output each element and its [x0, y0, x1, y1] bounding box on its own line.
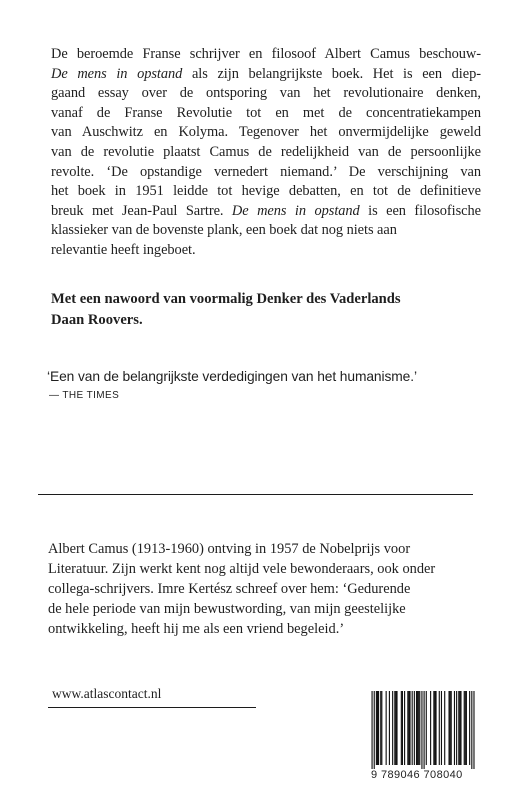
bio-line: ontwikkeling, heeft hij me als een vriend begeleid.’ [48, 620, 345, 637]
bio-line: collega-schrijvers. Imre Kertész schreef over hem: ‘Gedurende [48, 580, 411, 597]
blurb-line [51, 202, 481, 222]
blurb-line: De beroemde Franse schrijver en filosoof Albert Camus beschouw- [51, 46, 481, 62]
afterword-line: Met een nawoord van voormalig Denker des Vaderlands [51, 291, 401, 307]
isbn-number: 9 789046 708040 [371, 769, 463, 781]
barcode-bar [380, 691, 381, 765]
barcode-bar [378, 691, 379, 765]
barcode-bar [392, 691, 393, 765]
barcode-bar [450, 691, 451, 765]
barcode-bar [381, 691, 382, 765]
barcode-bar [439, 691, 440, 765]
bio-line: Literatuur. Zijn werkt kent nog altijd vele bewonderaars, ook onder [48, 560, 436, 577]
barcode-bar [376, 691, 377, 765]
book-title: De mens in opstand [231, 202, 360, 219]
barcode-bar [441, 691, 442, 765]
barcode-bar [395, 691, 396, 765]
barcode-bar [444, 691, 445, 765]
barcode-bars [370, 689, 476, 769]
barcode-bar [424, 691, 425, 769]
barcode-bar [430, 691, 431, 765]
barcode-bar [372, 691, 373, 769]
barcode-bar [426, 691, 427, 765]
barcode-bar [454, 691, 455, 765]
author-bio [48, 540, 478, 640]
blurb-line: het boek in 1951 leidde tot hevige debatten, en tot de definitieve [51, 183, 481, 200]
barcode-bar [419, 691, 420, 765]
bio-line: de hele periode van mijn bewustwording, van mijn geestelijke [48, 600, 406, 617]
barcode-bar [460, 691, 461, 765]
barcode-bar [466, 691, 467, 765]
barcode-bar [456, 691, 457, 765]
barcode-bar [389, 691, 390, 765]
barcode-bar [414, 691, 415, 765]
barcode-bar [416, 691, 417, 765]
barcode-bar [409, 691, 410, 765]
barcode-bar [394, 691, 395, 765]
barcode-bar [448, 691, 449, 765]
press-quote: ‘Een van de belangrijkste verdedigingen van het humanisme.’ [47, 369, 417, 384]
publisher-website-link[interactable]: www.atlascontact.nl [52, 686, 162, 701]
blurb-line-text: breuk met Jean-Paul Sartre. [51, 202, 232, 219]
barcode-bar [421, 691, 422, 769]
book-title: De mens in opstand [51, 65, 183, 82]
barcode-bar [458, 691, 459, 765]
barcode-bar [459, 691, 460, 765]
barcode-bar [377, 691, 378, 765]
barcode-bar [433, 691, 434, 765]
blurb-line-text: als zijn belangrijkste boek. Het is een diep- [182, 65, 481, 82]
barcode-bar [407, 691, 408, 765]
blurb-line [51, 65, 481, 85]
barcode-bar [401, 691, 402, 765]
blurb-line: van de revolutie plaatst Camus de redelijkheid van de persoonlijke [51, 143, 481, 160]
barcode-bar [473, 691, 474, 769]
blurb-line: revolte. ‘De opstandige vernedert niemand.’ De verschijning van [51, 163, 481, 180]
barcode-bar [418, 691, 419, 765]
section-divider [38, 494, 473, 495]
barcode-bar [435, 691, 436, 765]
barcode-bar [412, 691, 413, 765]
barcode-bar [402, 691, 403, 765]
blurb-line: klassieker van de bovenste plank, een boek dat nog niets aan [51, 222, 397, 239]
barcode-bar [434, 691, 435, 765]
blurb-line: vanaf de Franse Revolutie tot en met de concentratiekampen [51, 104, 481, 121]
blurb-line: van Auschwitz en Kolyma. Tegenover het onvermijdelijke geweld [51, 124, 481, 141]
description-paragraph [51, 45, 481, 261]
footer-rule [48, 707, 256, 708]
blurb-line-text: is een filosofische [359, 202, 481, 219]
barcode-bar [464, 691, 465, 765]
blurb-line: gaand essay over de ontsporing van het revolutionaire denken, [51, 85, 481, 102]
afterword-note [51, 289, 481, 330]
barcode-bar [471, 691, 472, 769]
barcode-bar [451, 691, 452, 765]
barcode-bar [408, 691, 409, 765]
blurb-line: relevantie heeft ingeboet. [51, 241, 196, 258]
bio-line: Albert Camus (1913-1960) ontving in 1957 de Nobelprijs voor [48, 541, 411, 557]
afterword-line: Daan Roovers. [51, 311, 143, 328]
barcode-bar [386, 691, 387, 765]
barcode-bar [374, 691, 375, 769]
isbn-barcode [370, 689, 476, 783]
barcode-bar [404, 691, 405, 765]
barcode-bar [469, 691, 470, 765]
barcode-bar [396, 691, 397, 765]
barcode-bar [465, 691, 466, 765]
barcode-bar [417, 691, 418, 765]
quote-source: — THE TIMES [49, 390, 120, 401]
